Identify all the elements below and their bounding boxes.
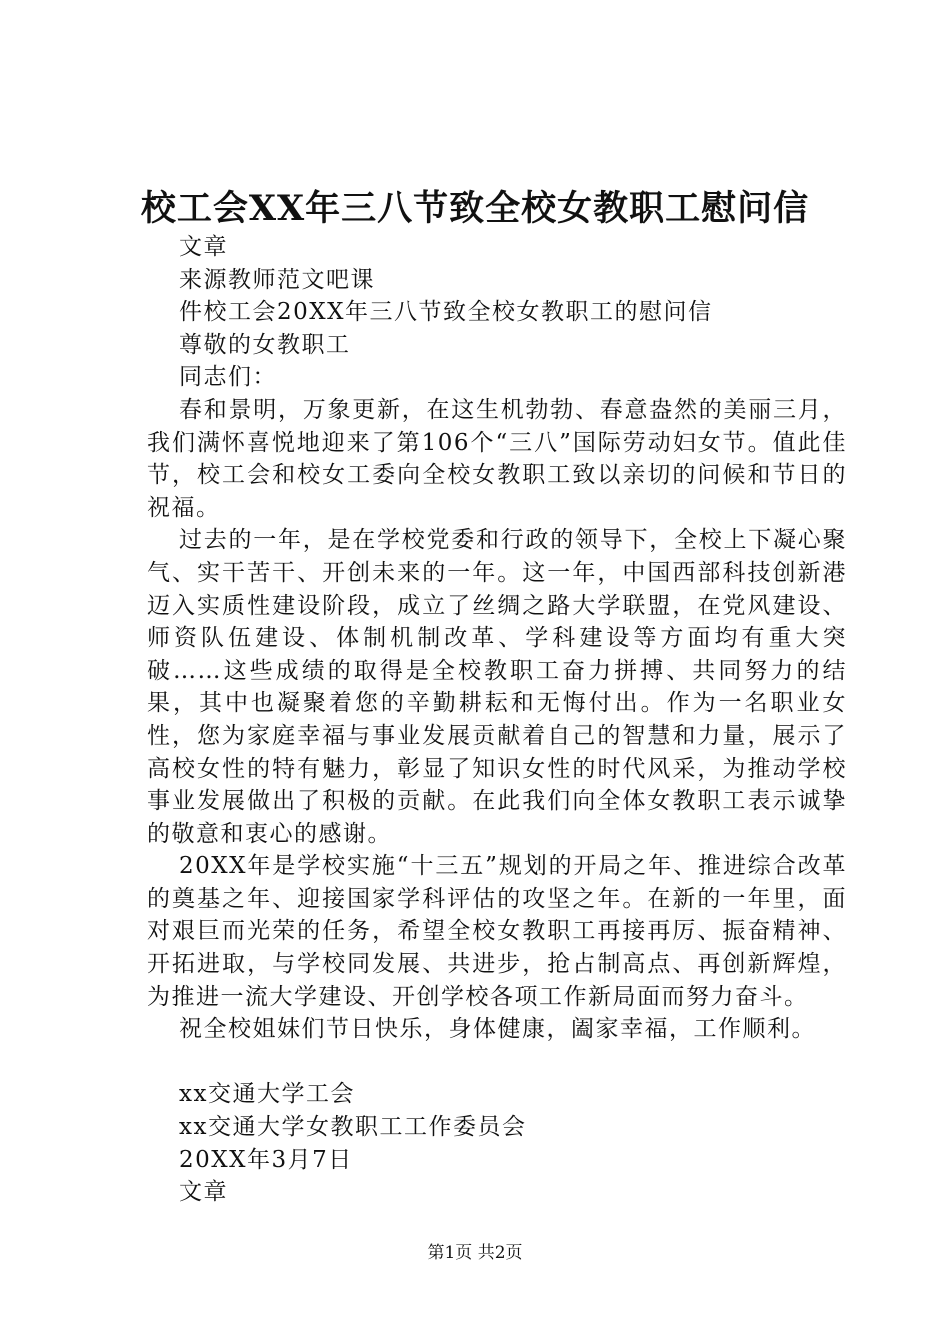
blank-line [147,1046,847,1079]
salutation-line-2: 同志们： [179,364,277,391]
document-title: 校工会XX年三八节致全校女教职工慰问信 [140,188,810,229]
page-number-label: 第1页 共2页 [427,1243,523,1263]
paragraph-greeting: 春和景明，万象更新，在这生机勃勃、春意盎然的美丽三月，我们满怀喜悦地迎来了第106个“三八”国际劳动妇女节。值此佳节，校工会和校女工委向全校女教职工致以亲切的问候和节日的祝福。 [147,396,847,521]
paragraph-outlook: 20XX年是学校实施“十三五”规划的开局之年、推进综合改革的奠基之年、迎接国家学科评估的攻坚之年。在新的一年里，面对艰巨而光荣的任务，希望全校女教职工再接再厉、振奋精神、开拓进取，与学校同发展、共进步，抢占制高点、再创新辉煌，为推进一流大学建设、开创学校各项工作新局面而努力奋斗。 [147,853,847,1010]
signature-article: 文章 [179,1179,228,1206]
page-footer [0,1241,950,1265]
header-line-source: 来源教师范文吧课 [179,266,375,293]
signature-union: xx交通大学工会 [179,1081,355,1108]
paragraph-review: 过去的一年，是在学校党委和行政的领导下，全校上下凝心聚气、实干苦干、开创未来的一年。这一年，中国西部科技创新港迈入实质性建设阶段，成立了丝绸之路大学联盟，在党风建设、师资队伍建设、体制机制改革、学科建设等方面均有重大突破……这些成绩的取得是全校教职工奋力拼搏、共同努力的结果，其中也凝聚着您的辛勤耕耘和无悔付出。作为一名职业女性，您为家庭幸福与事业发展贡献着自己的智慧和力量，展示了高校女性的特有魅力，彰显了知识女性的时代风采，为推动学校事业发展做出了积极的贡献。在此我们向全体女教职工表示诚挚的敬意和衷心的感谢。 [147,527,847,847]
paragraph-wishes: 祝全校姐妹们节日快乐，身体健康，阖家幸福，工作顺利。 [179,1016,816,1043]
signature-committee: xx交通大学女教职工工作委员会 [179,1114,527,1141]
salutation-line-1: 尊敬的女教职工 [179,331,351,358]
document-body [147,231,847,1209]
signature-date: 20XX年3月7日 [179,1146,353,1173]
header-line-article: 文章 [179,234,228,260]
header-line-subject: 件校工会20XX年三八节致全校女教职工的慰问信 [179,299,713,326]
